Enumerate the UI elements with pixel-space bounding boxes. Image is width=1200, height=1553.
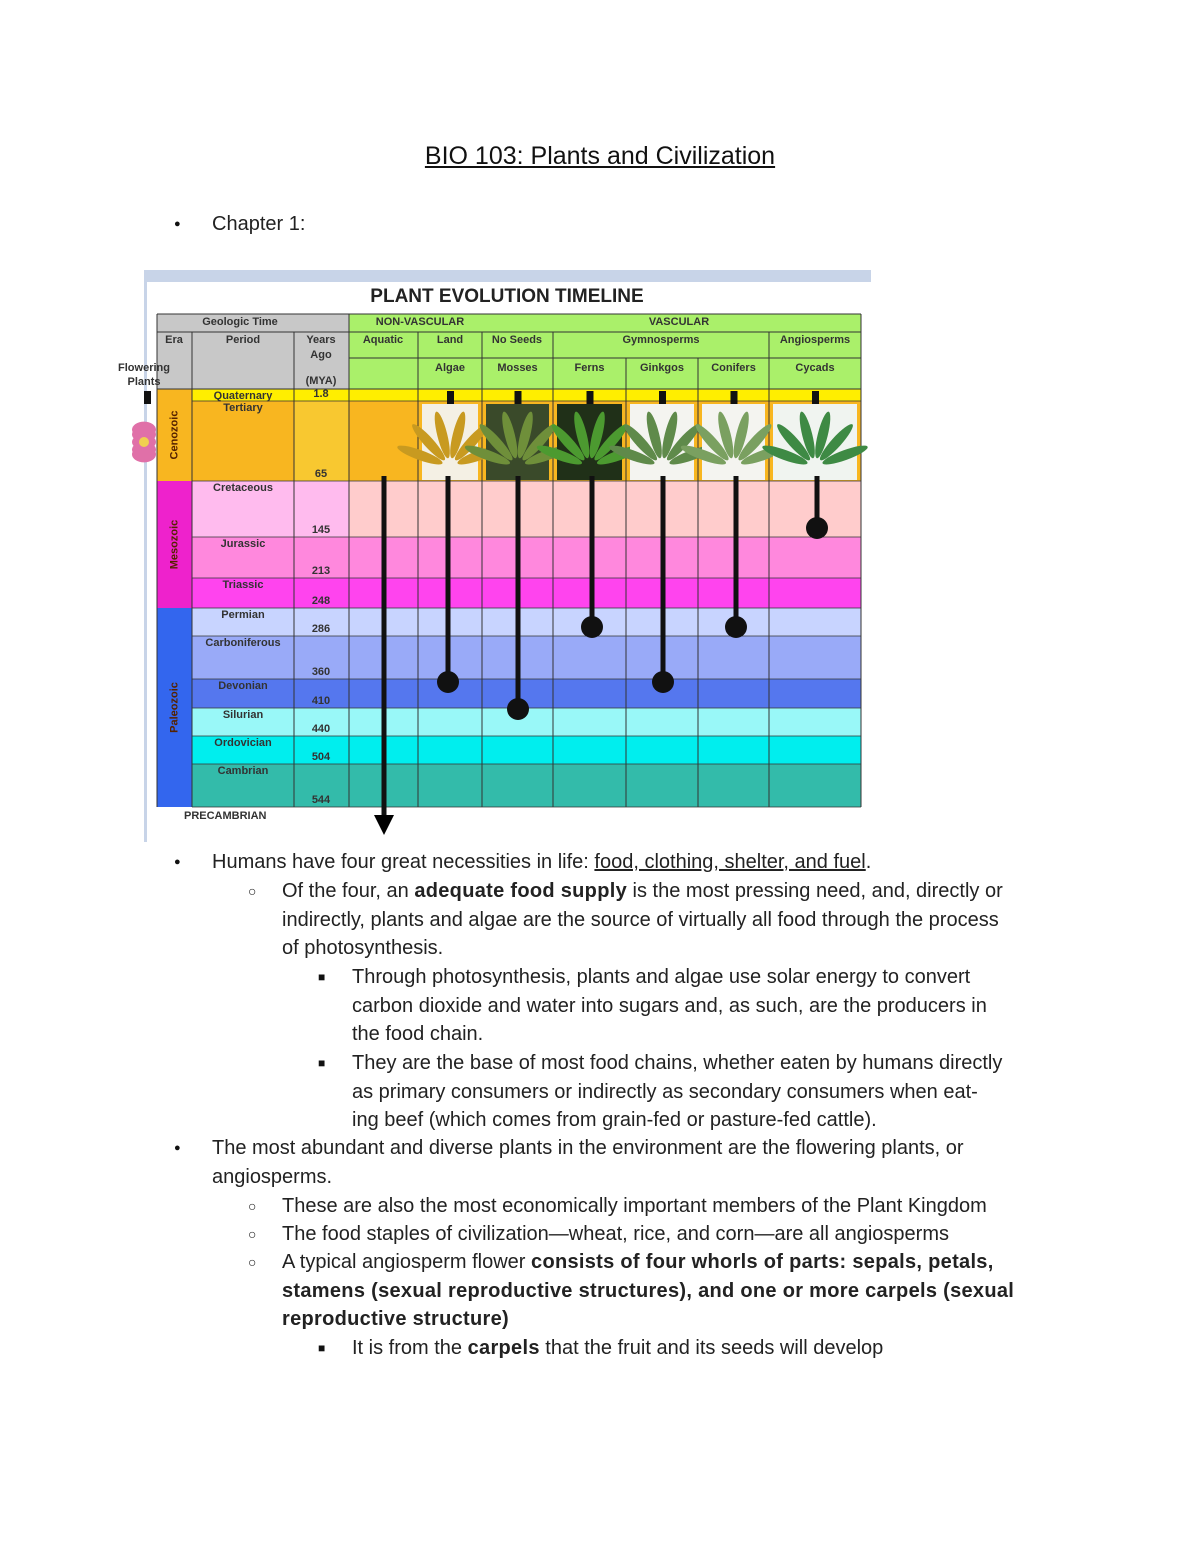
necessities-underlined: food, clothing, shelter, and fuel — [594, 851, 866, 873]
list-item-photosynthesis — [352, 963, 987, 1049]
angiosperms-line-2: angiosperms. — [212, 1165, 333, 1188]
timeline-row-cambrian — [349, 764, 861, 807]
mya-value-carboniferous: 360 — [311, 666, 331, 678]
origin-tick-1 — [515, 391, 522, 404]
food-chains-line-1: ■ They are the base of most food chains, whether eaten by humans directly — [352, 1052, 1003, 1074]
timeline-row-triassic — [349, 578, 861, 608]
group-label-cycads: Cycads — [795, 362, 835, 374]
mya-value-triassic: 248 — [311, 595, 331, 607]
flower-parts-text: A typical angiosperm flower — [282, 1251, 532, 1273]
flower-petal-4 — [132, 422, 156, 438]
period-label-permian: Permian — [221, 609, 265, 621]
timeline-row-permian — [349, 608, 861, 636]
header-mya: (MYA) — [305, 375, 337, 387]
timeline-row-devonian — [349, 679, 861, 708]
header-aquatic: Aquatic — [362, 334, 404, 346]
group-label-algae: Algae — [435, 362, 465, 374]
list-item-food-chains — [352, 1049, 1002, 1135]
period-label-quaternary: Quaternary — [213, 390, 273, 402]
list-item-carpels — [352, 1334, 883, 1363]
list-item-angiosperms — [212, 1134, 964, 1191]
origin-dot-ginkgos — [581, 616, 603, 638]
mya-value-devonian: 410 — [311, 695, 331, 707]
header-land: Land — [436, 334, 464, 346]
origin-tick-0 — [447, 391, 454, 404]
origin-tick-4 — [731, 391, 738, 404]
list-item-food-supply — [282, 877, 1003, 963]
timeline-chart — [118, 270, 871, 842]
header-ago: Ago — [310, 349, 332, 361]
photosynthesis-line-3: the food chain. — [352, 1023, 484, 1046]
era-label-mesozoic: Mesozoic — [168, 519, 181, 570]
carpels-text-b: that the fruit and its seeds will develop — [539, 1337, 884, 1359]
mya-value-silurian: 440 — [311, 723, 331, 735]
group-label-mosses: Mosses — [497, 362, 538, 374]
origin-tick-3 — [659, 391, 666, 404]
plant-evolution-timeline-figure — [118, 270, 871, 842]
period-label-cambrian: Cambrian — [217, 765, 269, 777]
period-label-jurassic: Jurassic — [220, 538, 266, 550]
period-label-silurian: Silurian — [222, 709, 264, 721]
origin-dot-ferns — [507, 698, 529, 720]
timeline-row-silurian — [349, 708, 861, 736]
header-geologic-time: Geologic Time — [202, 316, 278, 328]
flower-parts-bold-2: stamens (sexual reproductive structures), and one or more carpels (sexual — [282, 1279, 1015, 1302]
list-item-economic — [282, 1192, 987, 1221]
era-label-cenozoic: Cenozoic — [168, 410, 181, 460]
header-no-seeds: No Seeds — [491, 334, 543, 346]
header-period: Period — [225, 334, 261, 346]
origin-tick-6 — [144, 391, 151, 404]
economic-text: These are also the most economically important members of the Plant Kingdom — [282, 1195, 987, 1217]
origin-dot-mosses — [437, 671, 459, 693]
list-item-staples — [282, 1220, 949, 1249]
food-supply-line-2: indirectly, plants and algae are the source of virtually all food through the process — [282, 908, 999, 931]
list-item-flower-parts — [282, 1248, 1014, 1334]
group-label-6-a: Flowering — [118, 362, 170, 374]
food-supply-text-a: Of the four, an — [282, 880, 415, 902]
timeline-row-cretaceous — [349, 481, 861, 537]
header-era: Era — [165, 334, 183, 346]
period-label-ordovician: Ordovician — [214, 737, 272, 749]
carpels-text-a: It is from the — [352, 1337, 468, 1359]
chapter-label: Chapter 1: — [212, 213, 306, 235]
angiosperms-line-1: ● The most abundant and diverse plants in the environment are the flowering plants, or — [212, 1137, 964, 1159]
timeline-title: PLANT EVOLUTION TIMELINE — [370, 286, 644, 307]
photosynthesis-line-2: carbon dioxide and water into sugars and, as such, are the producers in — [352, 994, 987, 1017]
mya-value-cambrian: 544 — [311, 794, 331, 806]
timeline-row-quaternary — [349, 389, 861, 401]
period-label-cretaceous: Cretaceous — [213, 482, 273, 494]
group-label-6-b: Plants — [127, 376, 161, 388]
mya-value-cretaceous: 145 — [311, 524, 331, 536]
figure-left-band — [144, 270, 147, 842]
document-title: BIO 103: Plants and Civilization — [424, 142, 776, 170]
list-item-chapter — [212, 210, 305, 239]
photosynthesis-line-1: ■ Through photosynthesis, plants and algae use solar energy to convert — [352, 966, 971, 988]
timeline-row-ordovician — [349, 736, 861, 764]
timeline-row-carboniferous — [349, 636, 861, 679]
necessities-text: Humans have four great necessities in life: — [212, 851, 595, 873]
carpels-bold: carpels — [467, 1337, 540, 1359]
staples-text: The food staples of civilization—wheat, rice, and corn—are all angiosperms — [282, 1223, 949, 1245]
necessities-period: . — [865, 851, 872, 873]
era-label-paleozoic: Paleozoic — [168, 682, 181, 733]
header-vascular: VASCULAR — [648, 316, 710, 328]
period-label-devonian: Devonian — [218, 680, 268, 692]
mya-value-tertiary: 65 — [314, 468, 328, 480]
origin-dot-flowering-plants — [806, 517, 828, 539]
header-years: Years — [306, 334, 336, 346]
flower-center — [139, 437, 149, 447]
origin-tick-5 — [812, 391, 819, 404]
group-label-ferns: Ferns — [574, 362, 605, 374]
food-supply-bold: adequate food supply — [414, 880, 627, 902]
flower-parts-bold-1: consists of four whorls of parts: sepals, petals, — [531, 1251, 994, 1273]
mya-value-jurassic: 213 — [311, 565, 331, 577]
figure-top-band — [144, 270, 871, 282]
food-supply-text-b: is the most pressing need, and, directly or — [627, 880, 1003, 902]
period-label-tertiary: Tertiary — [223, 402, 263, 414]
mya-value-ordovician: 504 — [311, 751, 331, 763]
flower-parts-bold-3: reproductive structure) — [282, 1308, 509, 1331]
food-supply-line-3: of photosynthesis. — [282, 937, 444, 960]
origin-dot-conifers — [652, 671, 674, 693]
timeline-row-jurassic — [349, 537, 861, 578]
header-gymnosperms: Gymnosperms — [622, 334, 700, 346]
group-label-ginkgos: Ginkgos — [639, 362, 685, 374]
lineage-arrow-algae — [374, 815, 394, 835]
food-chains-line-2: as primary consumers or indirectly as secondary consumers when eat- — [352, 1080, 978, 1103]
header-angiosperms: Angiosperms — [779, 334, 851, 346]
period-label-triassic: Triassic — [222, 579, 264, 591]
origin-dot-cycads — [725, 616, 747, 638]
list-item-necessities — [212, 848, 871, 877]
mya-value-quaternary: 1.8 — [313, 388, 329, 400]
plant-photo-cycads — [773, 404, 857, 480]
group-label-conifers: Conifers — [711, 362, 756, 374]
mya-value-permian: 286 — [311, 623, 331, 635]
food-chains-line-3: ing beef (which comes from grain-fed or pasture-fed cattle). — [352, 1109, 877, 1132]
origin-tick-2 — [587, 391, 594, 404]
period-label-carboniferous: Carboniferous — [205, 637, 281, 649]
header-non-vascular: NON-VASCULAR — [375, 316, 465, 328]
precambrian-label: PRECAMBRIAN — [184, 810, 267, 822]
